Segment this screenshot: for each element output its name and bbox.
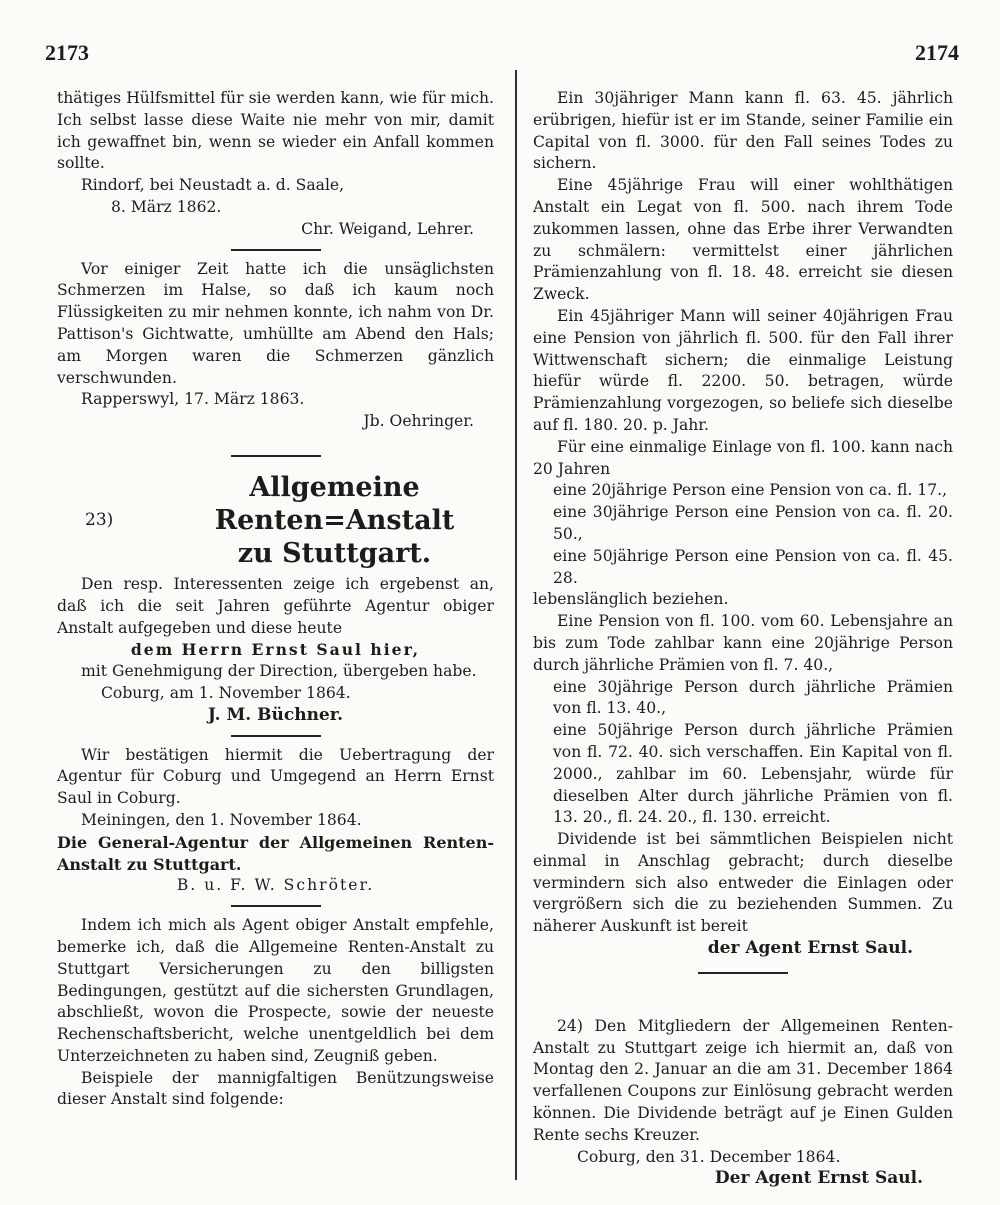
dividend-note: Dividende ist bei sämmtlichen Beispielen nicht einmal in Anschlag gebracht; durch dieselbe vermindern sich also entweder die Einlagen oder vergrößern sich die zu beziehenden Summen. Zu näherer Auskunft ist bereit xyxy=(533,830,953,936)
pension-30yr: eine 30jährige Person durch jährliche Prämien von fl. 13. 40., xyxy=(553,677,953,718)
ad-24-place-date: Coburg, den 31. December 1864. xyxy=(577,1147,841,1166)
ad-23-title-line2: zu Stuttgart. xyxy=(237,537,432,569)
separator-rule xyxy=(231,455,321,457)
ad-23-heading xyxy=(57,471,494,570)
testimonial-oehringer-text: Vor einiger Zeit hatte ich die unsäglichsten Schmerzen im Halse, so daß ich kaum noch Flüssigkeiten zu mir nehmen konnte, ich nahm von Dr. Pattison's Gichtwatte, umhüllte am Abend den Hals; am Morgen waren die Schmerzen gänzlich verschwunden. xyxy=(57,259,494,387)
testimonial-oehringer-place: Rapperswyl, 17. März 1863. xyxy=(81,390,305,409)
ad-23-title-line1: Allgemeine Renten=Anstalt xyxy=(214,471,455,536)
deposit-20yr: eine 20jährige Person eine Pension von ca. fl. 17., xyxy=(553,481,948,500)
agent-signature: der Agent Ernst Saul. xyxy=(707,938,913,959)
ad-23-number: 23) xyxy=(85,509,114,530)
confirmation-organization: Die General-Agentur der Allgemeinen Renten-Anstalt zu Stuttgart. xyxy=(57,832,494,874)
example-45yr-woman: Eine 45jährige Frau will einer wohlthätigen Anstalt ein Legat von fl. 500. nach ihrem Tode zukommen lassen, ohne das Erbe ihrer Verwandten zu schmälern: vermittelst einer jährlichen Prämienzahlung von fl. 18. 48. erreicht sie diesen Zweck. xyxy=(533,176,953,304)
testimonial-weigand-place: Rindorf, bei Neustadt a. d. Saale, xyxy=(81,176,345,195)
separator-rule xyxy=(231,735,321,737)
confirmation-place-date: Meiningen, den 1. November 1864. xyxy=(81,810,362,829)
testimonial-weigand-date: 8. März 1862. xyxy=(111,197,222,216)
page-number-right: 2174 xyxy=(915,40,959,65)
testimonial-weigand-text: thätiges Hülfsmittel für sie werden kann, wie für mich. Ich selbst lasse diese Waite nie mehr von mir, damit ich gewaffnet bin, wenn se wieder ein Anfall kommen sollte. xyxy=(57,89,494,173)
left-column xyxy=(57,88,494,1111)
example-45yr-man: Ein 45jähriger Mann will seiner 40jährigen Frau eine Pension von jährlich fl. 500. für den Fall ihrer Wittwenschaft sichern; die einmalige Leistung hiefür würde fl. 2200. 50. betragen, würde Prämienzahlung vorgezogen, so beliefe sich dieselbe auf fl. 180. 20. p. Jahr. xyxy=(533,306,953,434)
examples-intro: Beispiele der mannigfaltigen Benützungsweise dieser Anstalt sind folgende: xyxy=(57,1068,494,1109)
separator-rule xyxy=(698,972,788,974)
page-number-left: 2173 xyxy=(45,40,89,65)
example-pension-60: Eine Pension von fl. 100. vom 60. Lebensjahre an bis zum Tode zahlbar kann eine 20jährige Person durch jährliche Prämien von fl. 7. 40., xyxy=(533,612,953,674)
agent-recommendation-text: Indem ich mich als Agent obiger Anstalt empfehle, bemerke ich, daß die Allgemeine Renten-Anstalt zu Stuttgart Versicherungen zu den billigsten Bedingungen, gestützt auf die sichersten Grundlagen, abschließt, wovon die Prospecte, sowie der neueste Rechenschaftsbericht, welche unentgeldlich bei dem Unterzeichneten zu haben sind, Zeugniß geben. xyxy=(57,916,494,1065)
confirmation-signature: B. u. F. W. Schröter. xyxy=(176,876,375,895)
separator-rule xyxy=(231,905,321,907)
deposit-30yr: eine 30jährige Person eine Pension von ca. fl. 20. 50., xyxy=(553,503,953,543)
column-divider xyxy=(515,70,517,1180)
deposit-50yr: eine 50jährige Person eine Pension von ca. fl. 45. 28. xyxy=(553,546,953,587)
pension-50yr-capital: eine 50jährige Person durch jährliche Prämien von fl. 72. 40. sich verschaffen. Ein Kapital von fl. 2000., zahlbar im 60. Lebensjahr, würde für dieselben Alter durch jährliche Prämien von fl. 13. 20., fl. 24. 20., fl. 130. erreicht. xyxy=(553,721,953,827)
separator-rule xyxy=(231,249,321,251)
ad-23-successor-line: dem Herrn Ernst Saul hier, xyxy=(130,640,421,660)
ad-24-text: 24) Den Mitgliedern der Allgemeinen Renten-Anstalt zu Stuttgart zeige ich hiermit an, daß von Montag den 2. Januar an die am 31. December 1864 verfallenen Coupons zur Einlösung gebracht werden können. Die Dividende beträgt auf je Einen Gulden Rente sechs Kreuzer. xyxy=(533,1016,953,1144)
confirmation-text: Wir bestätigen hiermit die Uebertragung der Agentur für Coburg und Umgegend an Herrn Ernst Saul in Coburg. xyxy=(57,745,494,808)
ad-23-signature: J. M. Büchner. xyxy=(207,704,344,725)
example-single-deposit: Für eine einmalige Einlage von fl. 100. kann nach 20 Jahren xyxy=(533,437,953,478)
testimonial-oehringer-signature: Jb. Oehringer. xyxy=(363,412,474,431)
ad-23-title xyxy=(175,471,494,570)
ad-23-approval-line: mit Genehmigung der Direction, übergeben habe. xyxy=(81,662,477,681)
ad-23-announcement: Den resp. Interessenten zeige ich ergebenst an, daß ich die seit Jahren geführte Agentur obiger Anstalt aufgegeben und diese heute xyxy=(57,574,494,637)
deposit-lifelong: lebenslänglich beziehen. xyxy=(533,590,729,609)
testimonial-weigand-signature: Chr. Weigand, Lehrer. xyxy=(301,219,474,238)
ad-23-place-date: Coburg, am 1. November 1864. xyxy=(101,683,351,702)
ad-24-signature: Der Agent Ernst Saul. xyxy=(714,1168,923,1189)
right-column xyxy=(533,88,953,1190)
example-30yr-man: Ein 30jähriger Mann kann fl. 63. 45. jährlich erübrigen, hiefür ist er im Stande, seiner Familie ein Capital von fl. 3000. für den Fall seines Todes zu sichern. xyxy=(533,89,953,173)
